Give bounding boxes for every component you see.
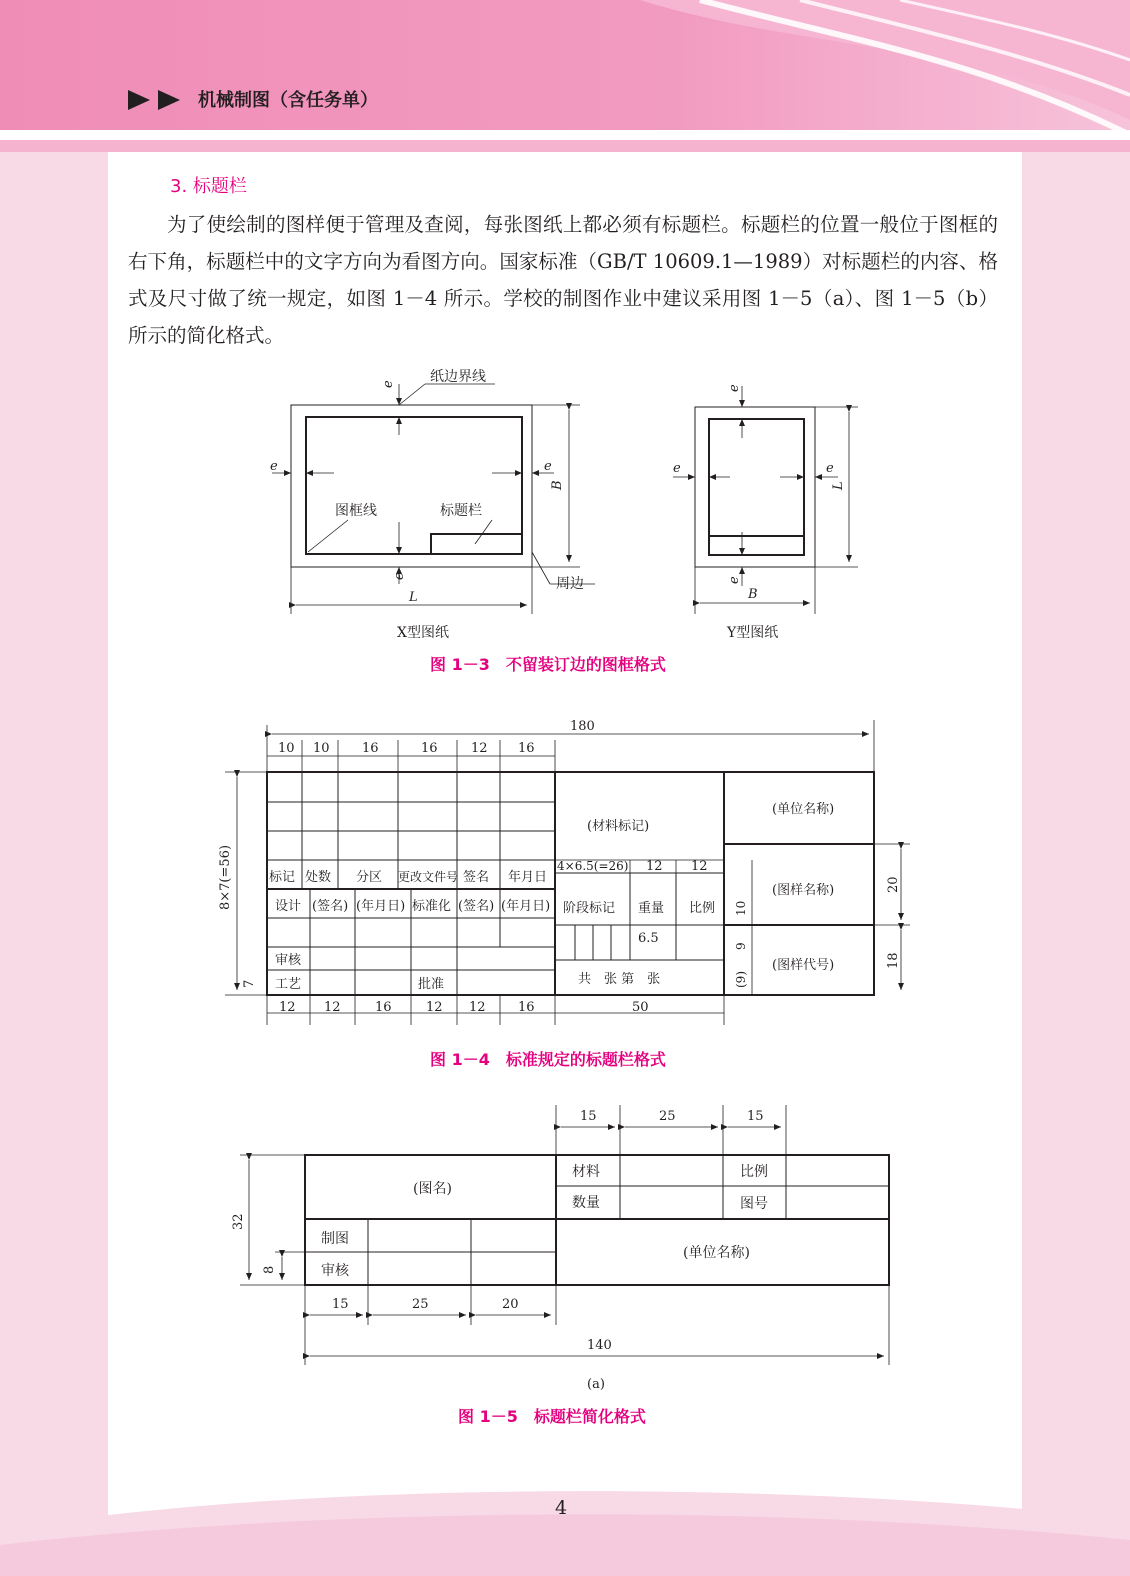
y-dim-L: L — [831, 481, 846, 490]
dim-6-5: 6.5 — [638, 931, 659, 946]
left-margin-band — [0, 152, 108, 1576]
y-dim-e-top: e — [727, 384, 742, 392]
drawn-by-cell: 制图 — [321, 1231, 349, 1247]
bottom-dim: 12 — [279, 1000, 296, 1015]
process-cell: 工艺 — [275, 977, 302, 992]
right-margin-band — [1022, 152, 1130, 1576]
drawing-name: (图名) — [413, 1181, 452, 1197]
dim-row: 8 — [262, 1265, 277, 1274]
label-frame-line: 图框线 — [335, 503, 377, 519]
sheet-text: 共 张 第 张 — [578, 972, 661, 987]
y-paper-edge — [695, 407, 815, 567]
dim-e-left: e — [270, 459, 278, 474]
quantity-cell: 数量 — [572, 1195, 600, 1211]
bottom-dim: 16 — [518, 1000, 535, 1015]
dim-e-top: e — [381, 380, 396, 388]
section-heading: 3. 标题栏 — [170, 176, 247, 197]
vdim: 10 — [734, 900, 748, 916]
material-mark: (材料标记) — [587, 819, 650, 834]
y-dim-e-right: e — [826, 461, 834, 476]
dim-row: 7 — [242, 979, 257, 988]
unit-name: (单位名称) — [772, 802, 835, 817]
top-dim: 16 — [362, 741, 379, 756]
stage-header: 重量 — [638, 901, 665, 916]
dim-right-18: 18 — [886, 952, 901, 969]
top-dim: 15 — [580, 1109, 597, 1124]
top-dim: 12 — [471, 741, 488, 756]
top-dim: 16 — [421, 741, 438, 756]
x-paper-label: X型图纸 — [397, 625, 449, 641]
material-cell: 材料 — [572, 1164, 600, 1180]
figure-1-3-caption: 图 1－3 不留装订边的图框格式 — [430, 655, 666, 674]
header-decoration — [0, 0, 1130, 152]
y-dim-e-left: e — [673, 461, 681, 476]
design-cell: 设计 — [275, 899, 302, 914]
header-cell: 分区 — [356, 870, 383, 885]
dim-total-180: 180 — [570, 719, 595, 734]
y-paper-label: Y型图纸 — [727, 625, 779, 641]
bottom-dim: 15 — [332, 1297, 349, 1312]
drawing-name: (图样名称) — [772, 883, 835, 898]
dim-right-20: 20 — [886, 876, 901, 893]
dim-height: 8×7(=56) — [218, 844, 233, 910]
reviewed-by-cell: 审核 — [321, 1263, 349, 1279]
y-dim-B: B — [748, 587, 758, 602]
stage-dim: 12 — [691, 859, 708, 874]
y-paper-diagram — [673, 384, 858, 641]
x-title-block — [431, 534, 522, 554]
dim-height: 32 — [231, 1213, 246, 1230]
y-frame — [709, 419, 804, 555]
design-cell: (签名) — [458, 899, 495, 914]
bottom-dim: 20 — [502, 1297, 519, 1312]
header-cell: 签名 — [463, 870, 490, 885]
bottom-dim: 16 — [375, 1000, 392, 1015]
design-cell: (年月日) — [501, 899, 551, 914]
page-number: 4 — [555, 1497, 568, 1519]
figure-1-4 — [205, 710, 925, 1030]
design-cell: (签名) — [312, 899, 349, 914]
approve-cell: 批准 — [418, 977, 445, 992]
dim-total-140: 140 — [587, 1338, 612, 1353]
design-cell: (年月日) — [356, 899, 406, 914]
stage-dim: 4×6.5(=26) — [557, 859, 629, 873]
page-header — [0, 0, 1130, 152]
top-dim: 25 — [659, 1109, 676, 1124]
label-paper-edge: 纸边界线 — [430, 369, 486, 385]
design-cell: 标准化 — [412, 899, 452, 914]
paragraph-text: 为了使绘制的图样便于管理及查阅，每张图纸上都必须有标题栏。标题栏的位置一般位于图框的右下角，标题栏中的文字方向为看图方向。国家标准（GB/T 10609.1—1989）对标题栏的内容、格式及尺寸做了统一规定，如图 1－4 所示。学校的制图作业中建议采用图 1－5（a）、图 1－5（b）所示的简化格式。 — [128, 213, 998, 347]
review-cell: 审核 — [275, 953, 302, 968]
header-cell: 年月日 — [508, 870, 548, 885]
stage-dim: 12 — [646, 859, 663, 874]
drawing-no-cell: 图号 — [740, 1196, 768, 1212]
dim-L: L — [409, 590, 418, 605]
dim-e-bottom: e — [392, 572, 407, 580]
bottom-dim: 12 — [469, 1000, 486, 1015]
bottom-dim: 25 — [412, 1297, 429, 1312]
stage-header: 比例 — [689, 901, 716, 916]
body-paragraph — [128, 206, 998, 354]
figure-1-5 — [225, 1100, 905, 1400]
figure-1-4-caption: 图 1－4 标准规定的标题栏格式 — [430, 1050, 666, 1069]
label-border: 周边 — [556, 576, 584, 592]
dim-B: B — [550, 480, 565, 490]
footer-decoration — [0, 1470, 1130, 1576]
x-paper-edge — [291, 405, 532, 567]
bottom-dim: 12 — [426, 1000, 443, 1015]
book-title: 机械制图（含任务单） — [198, 90, 378, 111]
vdim: (9) — [734, 971, 748, 988]
y-dim-e-bottom: e — [727, 576, 742, 584]
sub-label-a: (a) — [587, 1377, 605, 1392]
figure-1-5-caption: 图 1－5 标题栏简化格式 — [458, 1407, 646, 1426]
header-cell: 处数 — [305, 870, 332, 885]
top-dim: 10 — [278, 741, 295, 756]
bottom-dim: 12 — [324, 1000, 341, 1015]
label-title-block: 标题栏 — [440, 503, 482, 519]
bottom-dim: 50 — [632, 1000, 649, 1015]
vdim: 9 — [734, 942, 748, 950]
top-dim: 10 — [313, 741, 330, 756]
top-dim: 15 — [747, 1109, 764, 1124]
x-paper-diagram — [270, 368, 595, 641]
header-cell: 更改文件号 — [398, 870, 459, 884]
dim-e-right: e — [544, 459, 552, 474]
unit-name: (单位名称) — [683, 1245, 750, 1261]
drawing-code: (图样代号) — [772, 958, 835, 973]
scale-cell: 比例 — [740, 1164, 768, 1180]
figure-1-3 — [260, 362, 880, 647]
header-cell: 标记 — [269, 870, 296, 885]
stage-header: 阶段标记 — [563, 901, 616, 916]
top-dim: 16 — [518, 741, 535, 756]
